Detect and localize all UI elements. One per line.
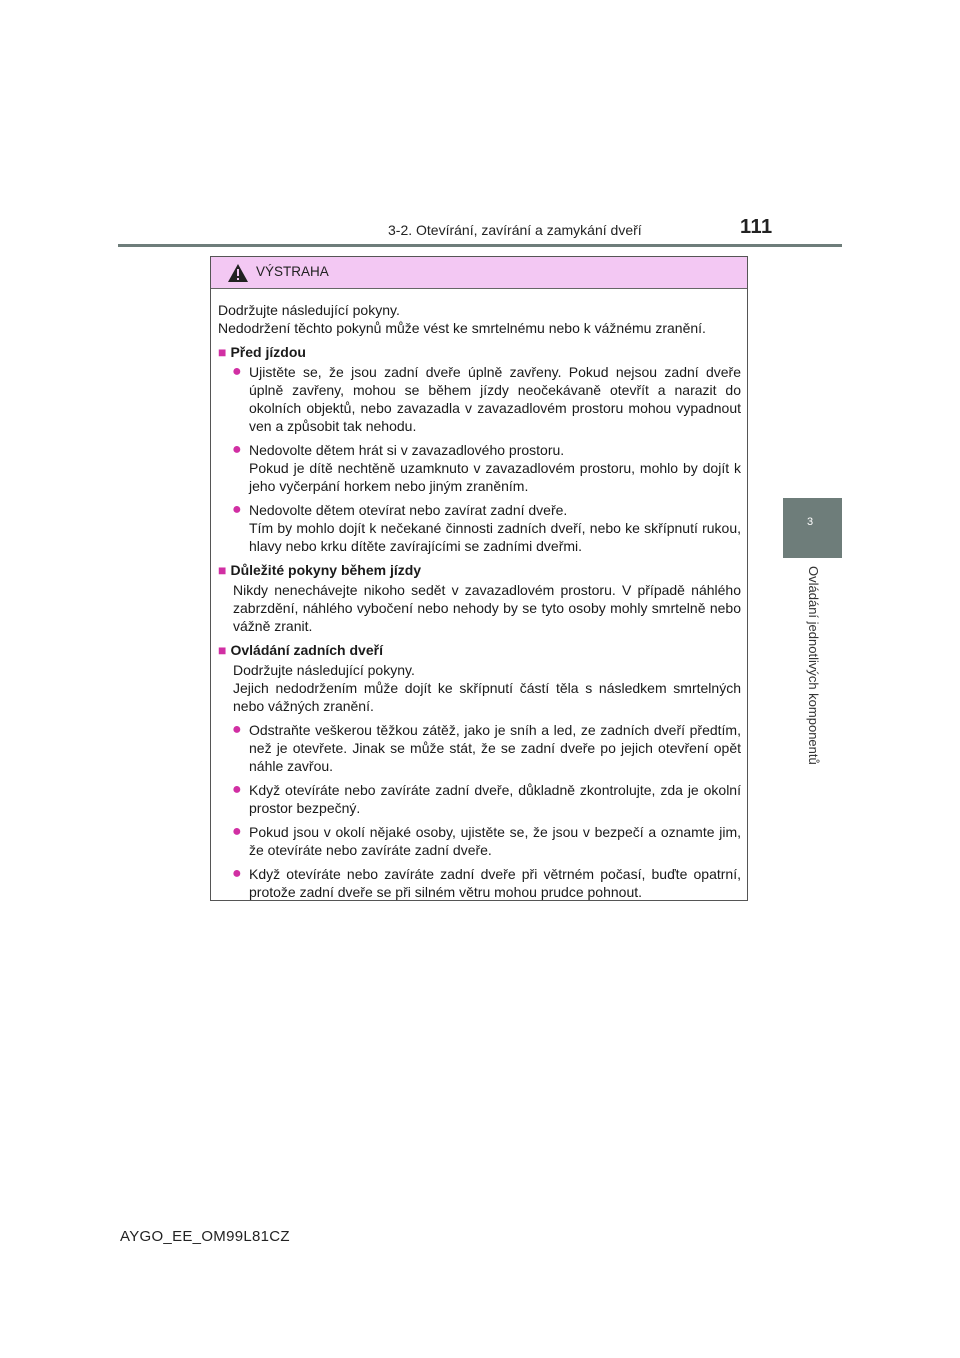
section-title: 3-2. Otevírání, zavírání a zamykání dveří [388,222,642,238]
warning-header [211,257,747,289]
document-code: AYGO_EE_OM99L81CZ [120,1228,290,1245]
section-while-driving [218,561,741,635]
chapter-title: Ovládání jednotlivých komponentů [806,566,821,765]
list-item [218,363,741,435]
warning-box [210,256,748,901]
list-item-text: Když otevíráte nebo zavíráte zadní dveře při větrném počasí, buďte opatrní, protože zadní dveře se při silném větru mohou prudce pohnout. [249,866,741,900]
round-bullet-icon: ● [232,363,242,380]
section-rear-door-operation [218,641,741,901]
square-bullet-icon: ■ [218,642,227,658]
header-divider [118,244,842,247]
round-bullet-icon: ● [232,721,242,738]
list-item-text: Nedovolte dětem otevírat nebo zavírat zadní dveře. Tím by mohlo dojít k nečekané činnosti zadních dveří, nebo ke skřípnutí rukou, hlavy nebo krku dítěte zavírajícími se zadními dveřmi. [249,502,741,554]
warning-intro-line-1: Dodržujte následující pokyny. [218,302,400,318]
round-bullet-icon: ● [232,823,242,840]
square-bullet-icon: ■ [218,562,227,578]
warning-body [211,289,747,901]
round-bullet-icon: ● [232,501,242,518]
section-text: Dodržujte následující pokyny. Jejich nedodržením může dojít ke skřípnutí částí těla s následkem smrtelných nebo vážných zranění. [233,662,741,714]
round-bullet-icon: ● [232,441,242,458]
list-item-text: Když otevíráte nebo zavíráte zadní dveře, důkladně zkontrolujte, zda je okolní prostor bezpečný. [249,782,741,816]
section-heading: Důležité pokyny během jízdy [230,562,422,578]
list-item [218,721,741,775]
list-item [218,823,741,859]
warning-title: VÝSTRAHA [256,264,329,279]
list-item-text: Odstraňte veškerou těžkou zátěž, jako je sníh a led, ze zadních dveří předtím, než je otevřete. Jinak se může stát, že se zadní dveře po jejich otevření opět náhle zavřou. [249,722,741,774]
list-item [218,781,741,817]
section-text: Nikdy nenechávejte nikoho sedět v zavazadlovém prostoru. V případě náhlého zabrzdění, náhlého vybočení nebo nehody by se tyto osoby mohly smrtelně nebo vážně zranit. [233,582,741,634]
list-item [218,501,741,555]
list-item-text: Nedovolte dětem hrát si v zavazadlového prostoru. Pokud je dítě nechtěně uzamknuto v zavazadlovém prostoru, mohlo by dojít k jeho vyčerpání horkem nebo jiným zraněním. [249,442,741,494]
square-bullet-icon: ■ [218,344,227,360]
round-bullet-icon: ● [232,865,242,882]
round-bullet-icon: ● [232,781,242,798]
chapter-tab [783,498,842,558]
list-item-text: Pokud jsou v okolí nějaké osoby, ujistěte se, že jsou v bezpečí a oznamte jim, že otevíráte nebo zavíráte zadní dveře. [249,824,741,858]
list-item-text: Ujistěte se, že jsou zadní dveře úplně zavřeny. Pokud nejsou zadní dveře úplně zavřeny, mohou se během jízdy neočekávaně otevřít a narazit do okolních objektů, nebo zavazadla v zavazadlovém prostoru mohou vypadnout ven a způsobit tak nehodu. [249,364,741,434]
chapter-number: 3 [807,516,814,528]
section-before-driving [218,343,741,555]
warning-triangle-icon [227,263,249,283]
list-item [218,441,741,495]
list-item [218,865,741,901]
section-heading: Před jízdou [230,344,306,360]
section-heading: Ovládání zadních dveří [230,642,383,658]
page-number: 111 [740,216,773,238]
chapter-title-vertical [803,566,823,806]
warning-intro-line-2: Nedodržení těchto pokynů může vést ke smrtelnému nebo k vážnému zranění. [218,320,706,336]
